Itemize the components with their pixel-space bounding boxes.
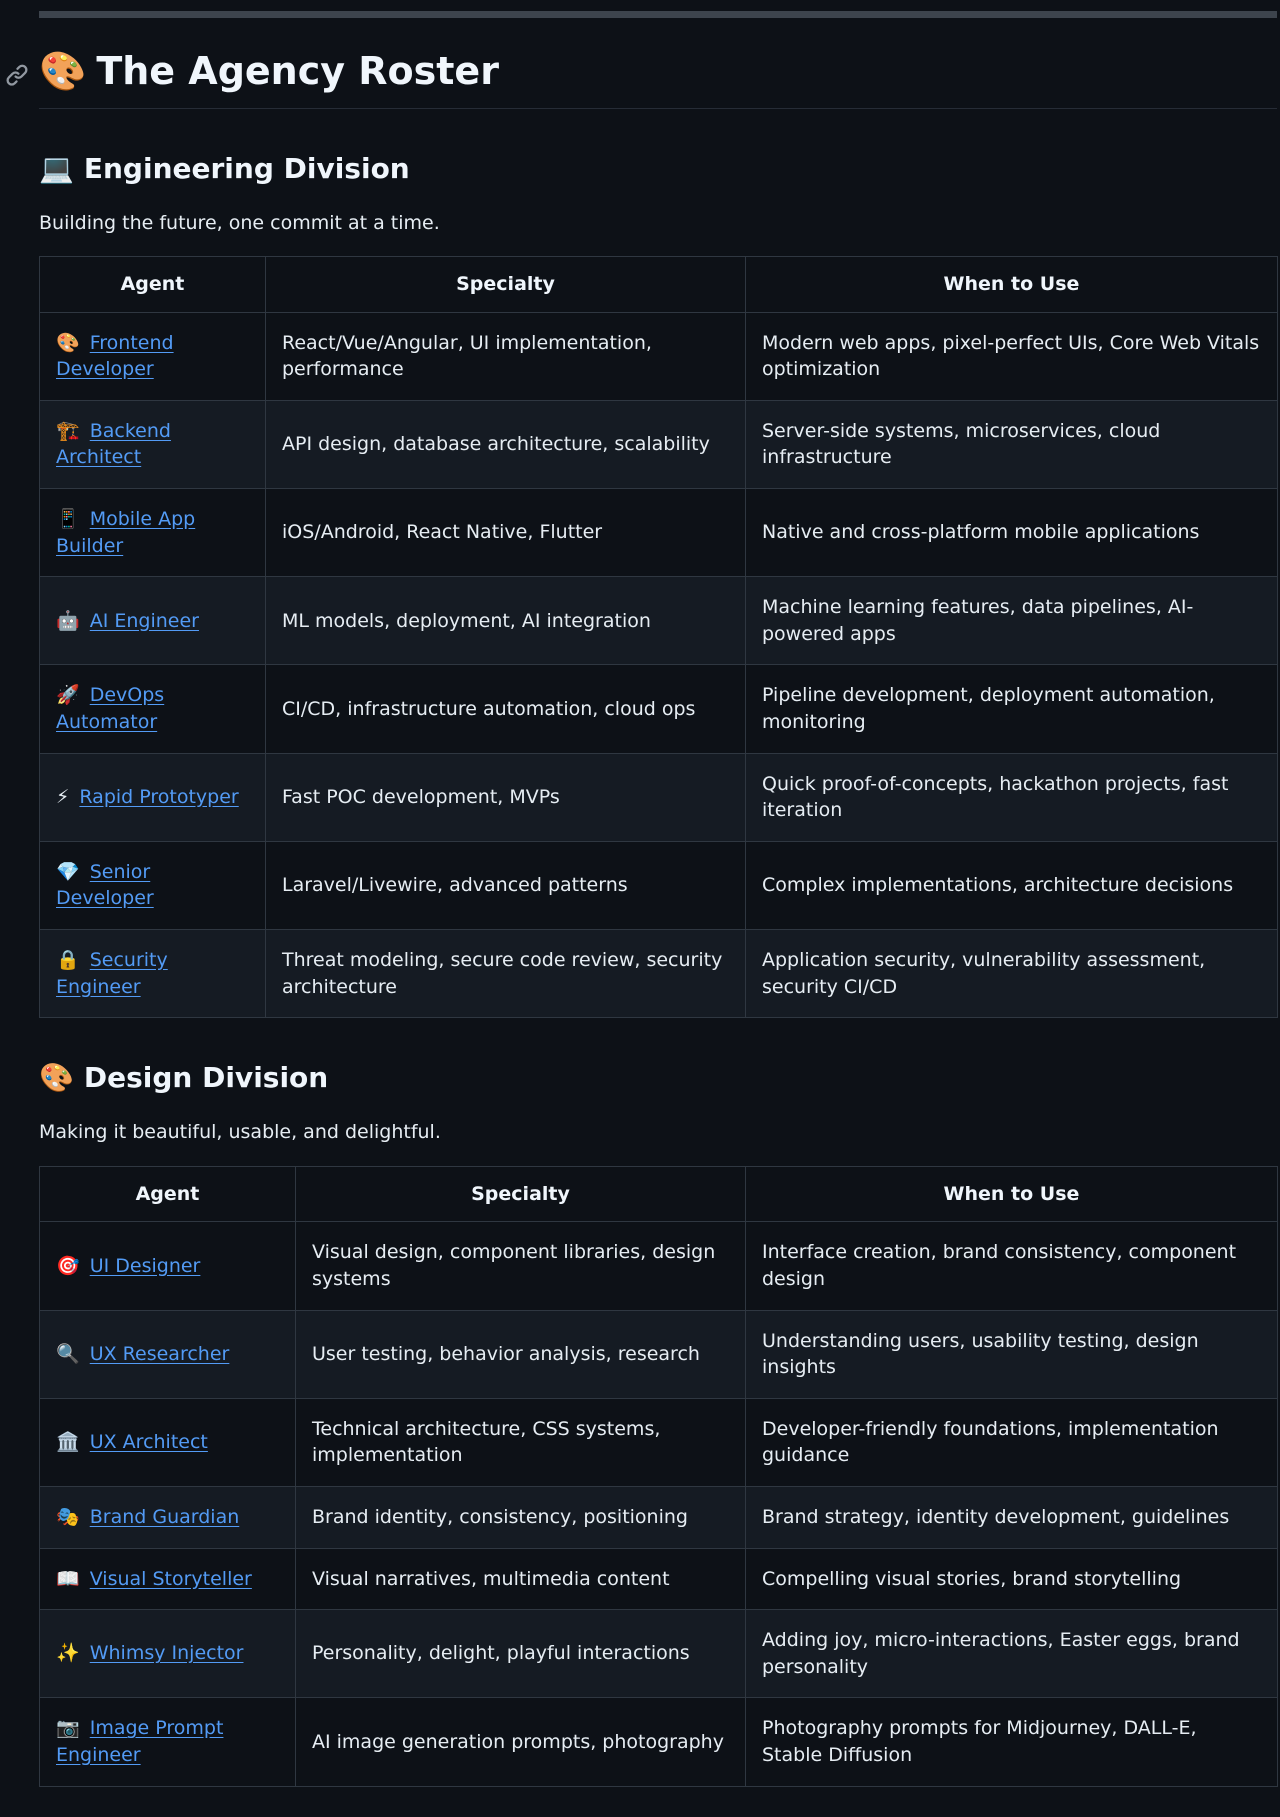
section-engineering-division — [39, 151, 1277, 1019]
table-row — [40, 1398, 1278, 1486]
specialty-cell: Technical architecture, CSS systems, implementation — [296, 1398, 746, 1486]
agent-emoji-icon: 🤖 — [56, 609, 80, 632]
heading-anchor-link[interactable] — [5, 63, 29, 87]
agent-emoji-icon: 💎 — [56, 860, 80, 883]
agent-link[interactable]: Senior Developer — [56, 860, 154, 910]
table-row — [40, 1222, 1278, 1310]
section-design-division — [39, 1060, 1277, 1786]
when-to-use-cell: Compelling visual stories, brand storytelling — [746, 1548, 1278, 1610]
agent-cell — [40, 1310, 296, 1398]
section-title-engineering — [39, 151, 1277, 186]
table-row — [40, 930, 1278, 1018]
agent-link[interactable]: Frontend Developer — [56, 331, 174, 381]
agent-link[interactable]: Backend Architect — [56, 419, 171, 469]
table-row — [40, 400, 1278, 488]
specialty-cell: iOS/Android, React Native, Flutter — [266, 489, 746, 577]
engineering-roster-table — [39, 256, 1278, 1018]
agent-link[interactable]: UX Researcher — [89, 1342, 230, 1365]
agent-cell — [40, 1486, 296, 1548]
agent-cell — [40, 1222, 296, 1310]
table-row — [40, 841, 1278, 929]
agent-emoji-icon: ✨ — [56, 1642, 80, 1665]
agent-link[interactable]: Rapid Prototyper — [79, 785, 239, 808]
specialty-cell: Brand identity, consistency, positioning — [296, 1486, 746, 1548]
column-header-when-to-use: When to Use — [746, 1166, 1278, 1222]
top-divider — [39, 11, 1277, 18]
section-tagline: Building the future, one commit at a time. — [39, 211, 440, 234]
specialty-cell: Fast POC development, MVPs — [266, 753, 746, 841]
agent-emoji-icon: 🎨 — [56, 331, 80, 354]
page-title-text: The Agency Roster — [96, 49, 499, 93]
when-to-use-cell: Native and cross-platform mobile applications — [746, 489, 1278, 577]
when-to-use-cell: Brand strategy, identity development, guidelines — [746, 1486, 1278, 1548]
page-title — [39, 48, 1277, 109]
specialty-cell: Threat modeling, secure code review, security architecture — [266, 930, 746, 1018]
agent-link[interactable]: Visual Storyteller — [89, 1567, 252, 1590]
table-row — [40, 753, 1278, 841]
when-to-use-cell: Quick proof-of-concepts, hackathon projects, fast iteration — [746, 753, 1278, 841]
section-title-text: Engineering Division — [83, 151, 410, 185]
agent-link[interactable]: DevOps Automator — [56, 684, 165, 734]
agent-emoji-icon: ⚡ — [56, 785, 70, 808]
design-roster-table — [39, 1166, 1278, 1787]
agent-cell — [40, 1548, 296, 1610]
when-to-use-cell: Application security, vulnerability assessment, security CI/CD — [746, 930, 1278, 1018]
specialty-cell: API design, database architecture, scalability — [266, 400, 746, 488]
when-to-use-cell: Machine learning features, data pipelines, AI-powered apps — [746, 577, 1278, 665]
specialty-cell: CI/CD, infrastructure automation, cloud ops — [266, 665, 746, 753]
when-to-use-cell: Understanding users, usability testing, design insights — [746, 1310, 1278, 1398]
link-anchor-icon[interactable] — [5, 63, 29, 87]
agent-emoji-icon: 🚀 — [56, 684, 80, 707]
markdown-document — [39, 11, 1277, 1787]
agent-cell — [40, 489, 266, 577]
agent-cell — [40, 577, 266, 665]
table-row — [40, 1610, 1278, 1698]
agent-link[interactable]: Whimsy Injector — [89, 1642, 244, 1665]
table-row — [40, 1548, 1278, 1610]
agent-link[interactable]: Mobile App Builder — [56, 508, 196, 557]
agent-emoji-icon: 🏗️ — [56, 419, 80, 442]
table-row — [40, 1698, 1278, 1786]
specialty-cell: ML models, deployment, AI integration — [266, 577, 746, 665]
specialty-cell: AI image generation prompts, photography — [296, 1698, 746, 1786]
agent-emoji-icon: 🎭 — [56, 1505, 80, 1528]
agent-link[interactable]: UX Architect — [89, 1431, 208, 1454]
when-to-use-cell: Interface creation, brand consistency, component design — [746, 1222, 1278, 1310]
agent-cell — [40, 1398, 296, 1486]
agent-cell — [40, 841, 266, 929]
when-to-use-cell: Photography prompts for Midjourney, DALL-E, Stable Diffusion — [746, 1698, 1278, 1786]
table-row — [40, 489, 1278, 577]
column-header-specialty: Specialty — [296, 1166, 746, 1222]
agent-emoji-icon: 📱 — [56, 508, 80, 531]
agent-cell — [40, 312, 266, 400]
agent-link[interactable]: Security Engineer — [56, 949, 168, 998]
agent-emoji-icon: 🔍 — [56, 1342, 80, 1365]
table-header-row — [40, 257, 1278, 313]
palette-emoji-icon: 🎨 — [39, 1061, 74, 1095]
section-tagline: Making it beautiful, usable, and delightful. — [39, 1121, 441, 1144]
column-header-when-to-use: When to Use — [746, 257, 1278, 313]
when-to-use-cell: Adding joy, micro-interactions, Easter eggs, brand personality — [746, 1610, 1278, 1698]
agent-emoji-icon: 📖 — [56, 1567, 80, 1590]
specialty-cell: Laravel/Livewire, advanced patterns — [266, 841, 746, 929]
table-row — [40, 312, 1278, 400]
laptop-emoji-icon: 💻 — [39, 151, 74, 185]
specialty-cell: React/Vue/Angular, UI implementation, performance — [266, 312, 746, 400]
agent-link[interactable]: AI Engineer — [89, 609, 199, 632]
column-header-agent: Agent — [40, 257, 266, 313]
agent-emoji-icon: 🏛️ — [56, 1431, 80, 1454]
agent-emoji-icon: 🔒 — [56, 949, 80, 971]
agent-emoji-icon: 📷 — [56, 1717, 80, 1740]
agent-link[interactable]: Image Prompt Engineer — [56, 1717, 224, 1766]
table-row — [40, 665, 1278, 753]
page-title-emoji: 🎨 — [39, 49, 87, 93]
agent-cell — [40, 665, 266, 753]
agent-link[interactable]: Brand Guardian — [89, 1505, 240, 1528]
when-to-use-cell: Developer-friendly foundations, implementation guidance — [746, 1398, 1278, 1486]
table-header-row — [40, 1166, 1278, 1222]
section-title-text: Design Division — [83, 1061, 329, 1095]
specialty-cell: Visual design, component libraries, design systems — [296, 1222, 746, 1310]
agent-cell — [40, 930, 266, 1018]
table-row — [40, 577, 1278, 665]
when-to-use-cell: Server-side systems, microservices, cloud infrastructure — [746, 400, 1278, 488]
table-row — [40, 1310, 1278, 1398]
agent-link[interactable]: UI Designer — [89, 1254, 201, 1277]
column-header-specialty: Specialty — [266, 257, 746, 313]
when-to-use-cell: Complex implementations, architecture decisions — [746, 841, 1278, 929]
specialty-cell: Personality, delight, playful interactions — [296, 1610, 746, 1698]
agent-cell — [40, 1610, 296, 1698]
agent-cell — [40, 400, 266, 488]
when-to-use-cell: Pipeline development, deployment automation, monitoring — [746, 665, 1278, 753]
when-to-use-cell: Modern web apps, pixel-perfect UIs, Core Web Vitals optimization — [746, 312, 1278, 400]
section-title-design — [39, 1060, 1277, 1095]
specialty-cell: Visual narratives, multimedia content — [296, 1548, 746, 1610]
specialty-cell: User testing, behavior analysis, research — [296, 1310, 746, 1398]
agent-cell — [40, 1698, 296, 1786]
agent-cell — [40, 753, 266, 841]
agent-emoji-icon: 🎯 — [56, 1254, 80, 1277]
table-row — [40, 1486, 1278, 1548]
column-header-agent: Agent — [40, 1166, 296, 1222]
